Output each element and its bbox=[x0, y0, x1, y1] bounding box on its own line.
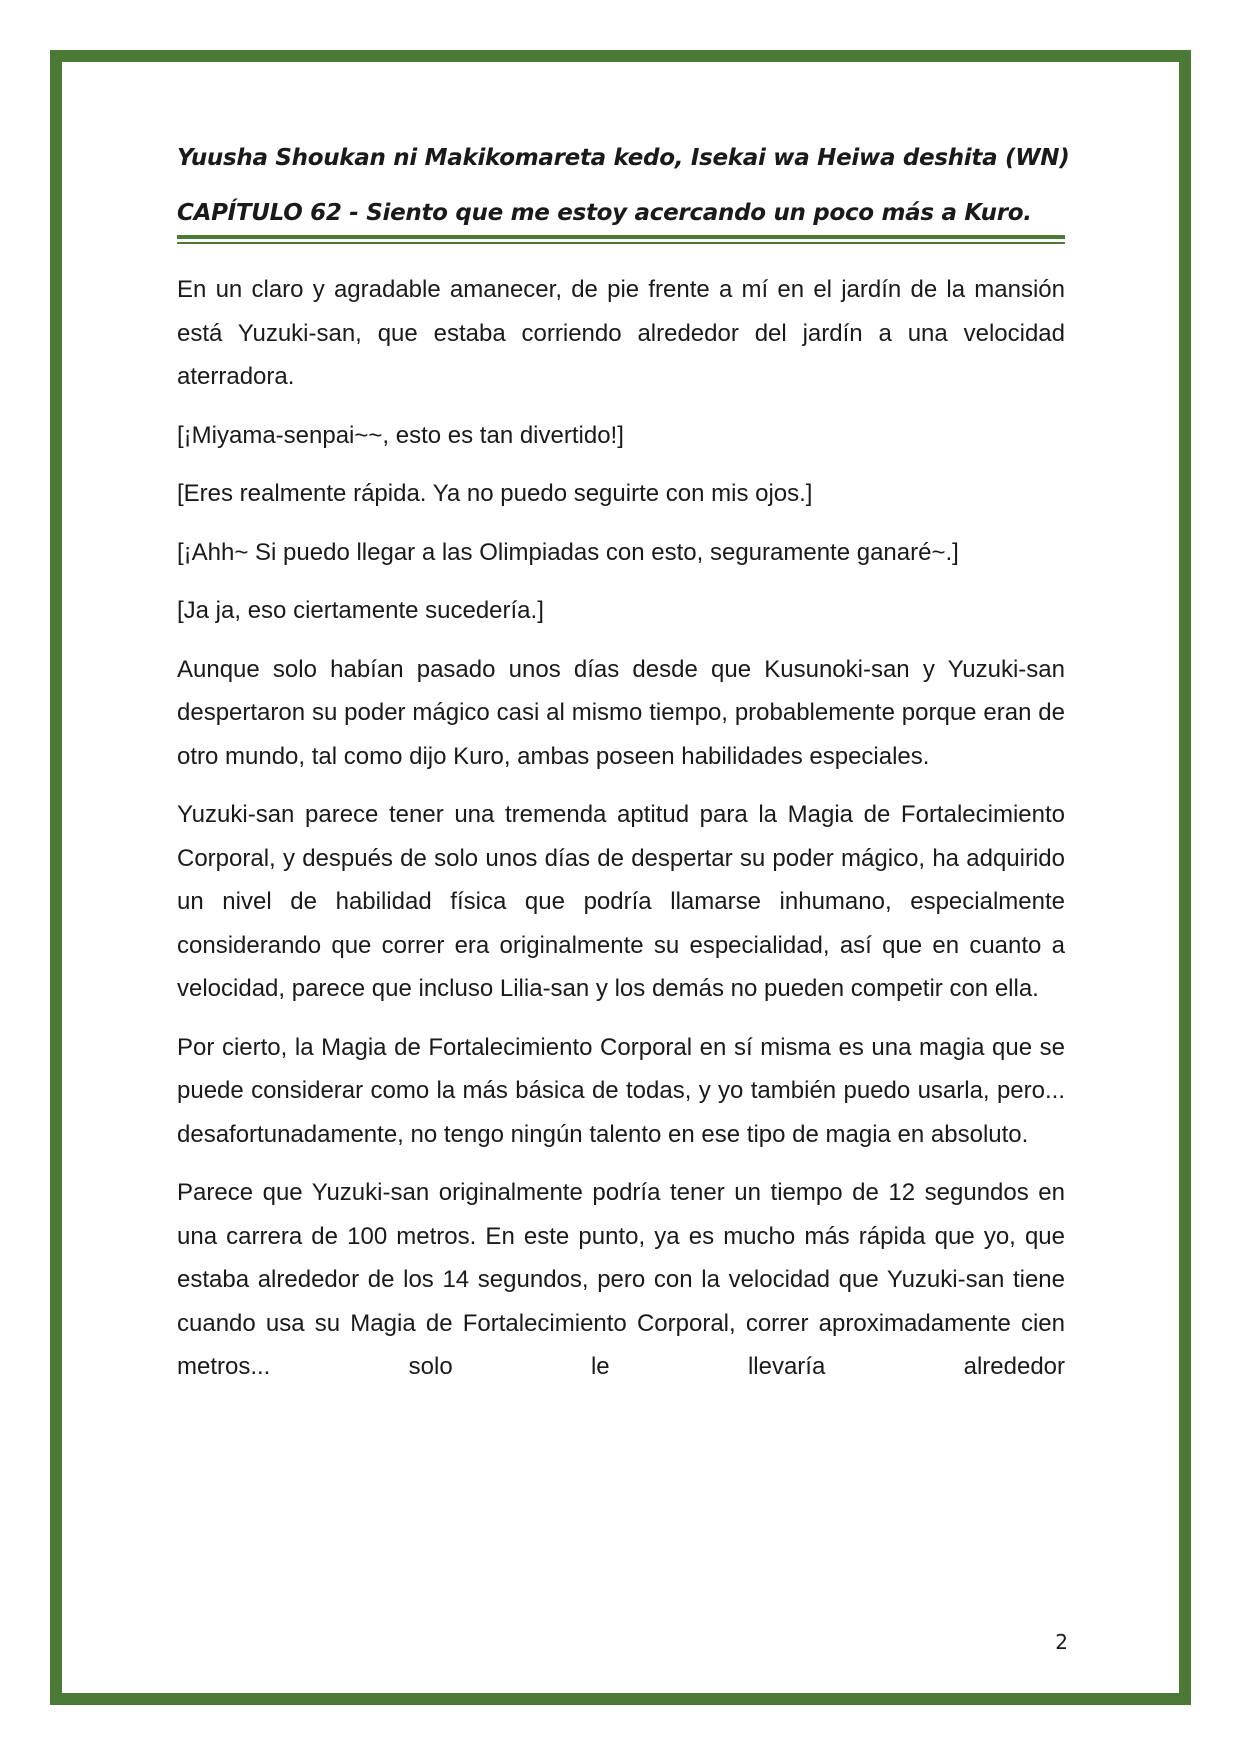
series-title: Yuusha Shoukan ni Makikomareta kedo, Isekai wa Heiwa deshita (WN) bbox=[177, 145, 1070, 171]
dialogue-line: [¡Ahh~ Si puedo llegar a las Olimpiadas con esto, seguramente ganaré~.] bbox=[177, 538, 959, 566]
dialogue-line: [¡Miyama-senpai~~, esto es tan divertido!] bbox=[177, 421, 624, 449]
paragraph: Aunque solo habían pasado unos días desde que Kusunoki-san y Yuzuki-san despertaron su poder mágico casi al mismo tiempo, probablemente porque eran de otro mundo, tal como dijo Kuro, ambas poseen habilidades especiales. bbox=[177, 655, 1065, 770]
document-content bbox=[177, 138, 1070, 1404]
paragraph: Por cierto, la Magia de Fortalecimiento Corporal en sí misma es una magia que se puede considerar como la más básica de todas, y yo también puedo usarla, pero... desafortunadamente, no tengo ningún talento en ese tipo de magia en absoluto. bbox=[177, 1033, 1065, 1148]
page-number: 2 bbox=[1055, 1630, 1068, 1654]
chapter-title: CAPÍTULO 62 - Siento que me estoy acercando un poco más a Kuro. bbox=[177, 200, 1032, 226]
paragraph: Parece que Yuzuki-san originalmente podría tener un tiempo de 12 segundos en una carrera de 100 metros. En este punto, ya es mucho más rápida que yo, que estaba alrededor de los 14 segundos, pero con la velocidad que Yuzuki-san tiene cuando usa su Magia de Fortalecimiento Corporal, correr aproximadamente cien metros... solo le llevaría alrededor bbox=[177, 1179, 1065, 1380]
dialogue-line: [Eres realmente rápida. Ya no puedo seguirte con mis ojos.] bbox=[177, 480, 813, 507]
dialogue-line: [Ja ja, eso ciertamente sucedería.] bbox=[177, 597, 544, 624]
paragraph: Yuzuki-san parece tener una tremenda aptitud para la Magia de Fortalecimiento Corporal, y después de solo unos días de despertar su poder mágico, ha adquirido un nivel de habilidad física que podría llamarse inhumano, especialmente considerando que correr era originalmente su especialidad, así que en cuanto a velocidad, parece que incluso Lilia-san y los demás no pueden competir con ella. bbox=[177, 801, 1065, 1002]
title-divider bbox=[177, 235, 1065, 244]
paragraph: En un claro y agradable amanecer, de pie frente a mí en el jardín de la mansión está Yuzuki-san, que estaba corriendo alrededor del jardín a una velocidad aterradora. bbox=[177, 276, 1065, 390]
